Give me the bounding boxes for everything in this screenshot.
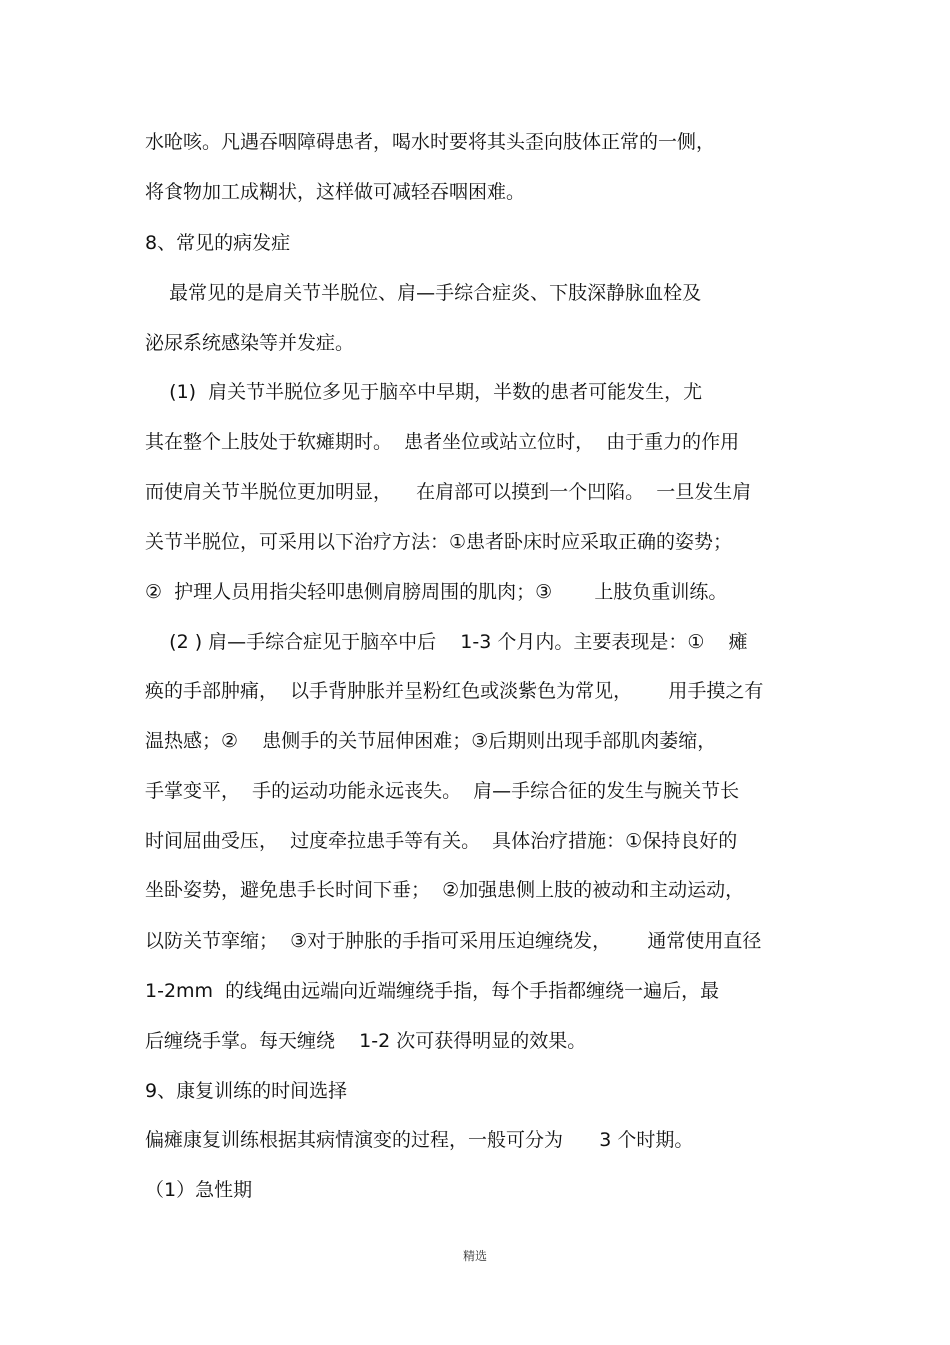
body-line: 水呛咳。凡遇吞咽障碍患者，喝水时要将其头歪向肢体正常的一侧， xyxy=(145,131,716,153)
body-line: 痪的手部肿痛， 以手背肿胀并呈粉红色或淡紫色为常见， 用手摸之有 xyxy=(145,680,764,702)
body-line: 泌尿系统感染等并发症。 xyxy=(145,332,355,354)
body-line: 其在整个上肢处于软瘫期时。 患者坐位或站立位时， 由于重力的作用 xyxy=(145,431,740,453)
body-line: 关节半脱位，可采用以下治疗方法：①患者卧床时应采取正确的姿势； xyxy=(145,531,733,553)
body-line: 偏瘫康复训练根据其病情演变的过程，一般可分为 3 个时期。 xyxy=(145,1129,694,1151)
body-line: ② 护理人员用指尖轻叩患侧肩膀周围的肌肉；③ 上肢负重训练。 xyxy=(145,581,728,603)
subsection-heading: （1）急性期 xyxy=(145,1179,253,1201)
body-line: 手掌变平， 手的运动功能永远丧失。 肩—手综合征的发生与腕关节长 xyxy=(145,780,740,802)
page-footer: 精选 xyxy=(462,1249,487,1263)
body-line: 最常见的是肩关节半脱位、肩—手综合症炎、下肢深静脉血栓及 xyxy=(145,282,702,304)
body-line: 而使肩关节半脱位更加明显， 在肩部可以摸到一个凹陷。 一旦发生肩 xyxy=(145,481,752,503)
body-line: 时间屈曲受压， 过度牵拉患手等有关。 具体治疗措施：①保持良好的 xyxy=(145,830,738,852)
body-line: 坐卧姿势，避免患手长时间下垂； ②加强患侧上肢的被动和主动运动， xyxy=(145,879,745,901)
section-heading-8: 8、常见的病发症 xyxy=(145,232,291,254)
body-line: 温热感；② 患侧手的关节屈伸困难；③后期则出现手部肌肉萎缩， xyxy=(145,730,717,752)
body-line: 1-2mm 的线绳由远端向近端缠绕手指，每个手指都缠绕一遍后，最 xyxy=(145,980,720,1002)
section-heading-9: 9、康复训练的时间选择 xyxy=(145,1080,348,1102)
body-line: 以防关节挛缩； ③对于肿胀的手指可采用压迫缠绕发， 通常使用直径 xyxy=(145,930,762,952)
body-line: 后缠绕手掌。每天缠绕 1-2 次可获得明显的效果。 xyxy=(145,1030,587,1052)
body-line: (1) 肩关节半脱位多见于脑卒中早期，半数的患者可能发生，尤 xyxy=(145,381,703,403)
body-line: (2 ) 肩—手综合症见于脑卒中后 1-3 个月内。主要表现是：① 瘫 xyxy=(145,631,748,653)
body-line: 将食物加工成糊状，这样做可减轻吞咽困难。 xyxy=(145,181,526,203)
